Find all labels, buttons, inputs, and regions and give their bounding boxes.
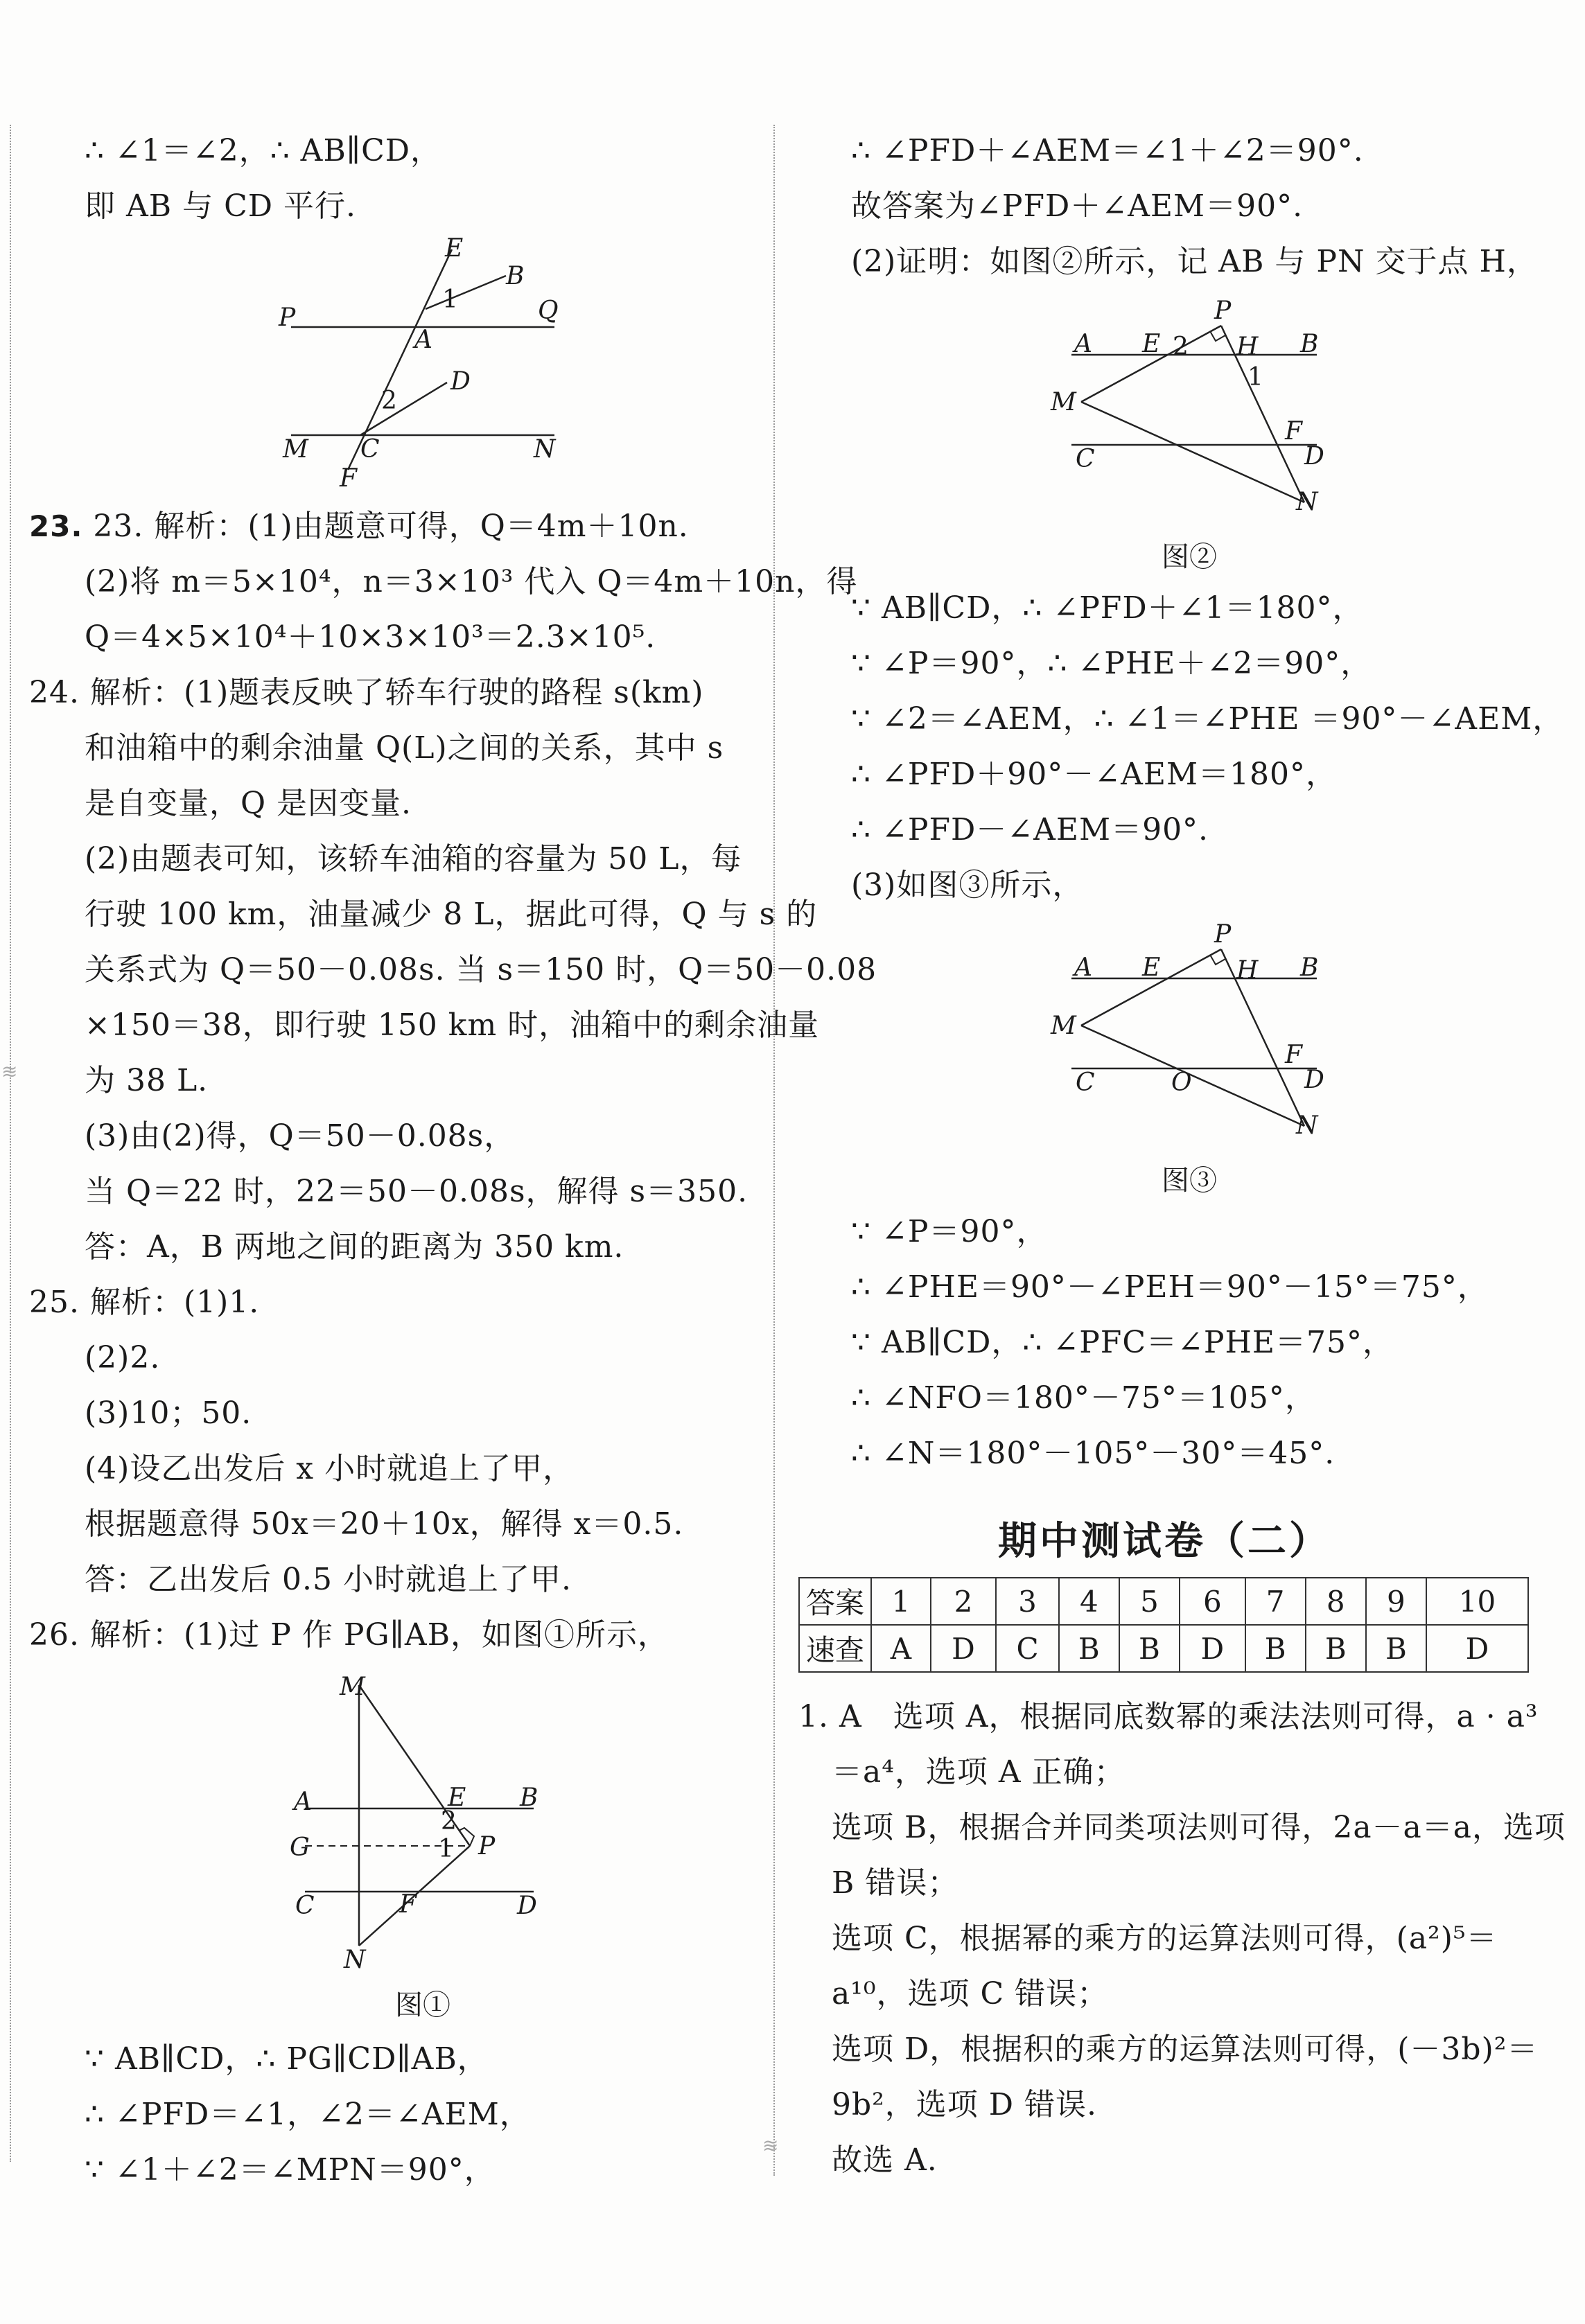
text-line: ∴ ∠N＝180°－105°－30°＝45°. [851,1436,1336,1471]
table-cell: B [1059,1625,1119,1672]
point-label: N [344,1946,366,1974]
table-cell: 1 [871,1578,931,1625]
section-title: 期中测试卷（二） [998,1519,1331,1564]
table-cell: A [871,1625,931,1672]
text-line: ＝a⁴，选项 A 正确； [832,1754,1126,1790]
table-cell: 3 [996,1578,1058,1625]
point-label: A [414,326,432,354]
text-line: ∴ ∠NFO＝180°－75°＝105°， [851,1380,1316,1416]
text-line: ∴ ∠PFD＋90°－∠AEM＝180°， [851,757,1338,792]
point-label: P [1214,920,1232,949]
point-label: F [1285,1041,1302,1069]
text-line: ∵ ∠2＝∠AEM，∴ ∠1＝∠PHE ＝90°－∠AEM， [851,701,1564,737]
text-line: 选项 D，根据积的乘方的运算法则可得，(－3b)²＝ [832,2032,1539,2067]
point-label: E [445,236,464,263]
point-label: Q [538,297,559,325]
text-line: 为 38 L. [85,1063,209,1098]
text-line: (2)将 m＝5×10⁴，n＝3×10³ 代入 Q＝4m＋10n，得 [85,564,858,599]
table-cell: B [1366,1625,1426,1672]
point-label: C [1076,1068,1095,1097]
binding-mark: ≋ [1,1060,18,1083]
text-line: (3)由(2)得，Q＝50－0.08s， [85,1118,516,1154]
table-cell: B [1119,1625,1180,1672]
angle-label: 1 [438,1835,454,1863]
text-line: ∵ ∠1＋∠2＝∠MPN＝90°， [85,2152,496,2187]
table-cell: 5 [1119,1578,1180,1625]
point-label: P [1214,297,1232,325]
point-label: M [1051,388,1076,416]
text-line: ∵ AB∥CD，∴ ∠PFD＋∠1＝180°， [851,590,1364,626]
point-label: E [1142,330,1161,358]
left-margin-line [10,125,11,2162]
text-line: (2)证明：如图②所示，记 AB 与 PN 交于点 H， [851,244,1538,279]
text-line: (2)由题表可知，该轿车油箱的容量为 50 L，每 [85,841,742,877]
text-line: 故答案为∠PFD＋∠AEM＝90°. [851,188,1304,224]
point-label: B [1300,953,1319,982]
point-label: M [340,1673,365,1701]
point-label: E [448,1784,466,1812]
text-line: ∴ ∠PFD－∠AEM＝90°. [851,812,1209,847]
table-cell: 9 [1366,1578,1426,1625]
geometry-figure-1 [277,1670,568,1975]
geometry-figure-3 [1040,915,1358,1150]
point-label: F [1285,417,1302,446]
text-line: ×150＝38，即行驶 150 km 时，油箱中的剩余油量 [85,1007,820,1043]
point-label: M [1051,1012,1076,1040]
table-cell: 2 [931,1578,997,1625]
text-line: 是自变量，Q 是因变量. [85,786,412,821]
geometry-figure-2 [1040,291,1358,527]
table-cell: 10 [1426,1578,1528,1625]
table-row-label: 答案 [799,1578,871,1625]
angle-label: 1 [1247,363,1263,391]
text-line: 23. 23. 解析：(1)由题意可得，Q＝4m＋10n. [29,509,689,544]
point-label: C [295,1892,315,1920]
text-line: ∵ ∠P＝90°， [851,1214,1048,1249]
point-label: C [360,435,380,464]
text-line: 答：A，B 两地之间的距离为 350 km. [85,1229,624,1265]
angle-label: 2 [1173,333,1189,361]
point-label: N [534,435,556,464]
point-label: B [520,1784,538,1812]
text-line: 行驶 100 km，油量减少 8 L，据此可得，Q 与 s 的 [85,897,818,932]
text-line: B 错误； [832,1865,959,1901]
point-label: P [478,1832,496,1860]
text-line: ∴ ∠PFD＋∠AEM＝∠1＋∠2＝90°. [851,133,1364,168]
table-cell: 7 [1245,1578,1306,1625]
text-line: 故选 A. [832,2142,938,2178]
text-line: 答：乙出发后 0.5 小时就追上了甲. [85,1562,572,1597]
angle-label: 2 [381,387,397,415]
point-label: A [1074,953,1092,982]
table-cell: 6 [1180,1578,1245,1625]
point-label: H [1236,956,1259,985]
text-line: (3)10；50. [85,1396,252,1431]
table-cell: D [1180,1625,1245,1672]
text-line: ∵ AB∥CD，∴ ∠PFC＝∠PHE＝75°， [851,1325,1394,1360]
table-cell: 8 [1306,1578,1366,1625]
point-label: C [1076,445,1095,473]
text-line: 即 AB 与 CD 平行. [85,188,356,224]
text-line: 25. 解析：(1)1. [29,1285,260,1320]
point-label: D [517,1892,537,1920]
text-line: Q＝4×5×10⁴＋10×3×10³＝2.3×10⁵. [85,619,656,655]
point-label: P [279,303,296,332]
table-cell: C [996,1625,1058,1672]
table-cell: D [931,1625,997,1672]
text-line: ∴ ∠PFD＝∠1，∠2＝∠AEM， [85,2097,531,2132]
text-line: 当 Q＝22 时，22＝50－0.08s，解得 s＝350. [85,1174,748,1209]
geometry-figure-parallel-lines [263,236,596,492]
point-label: N [1296,1111,1318,1140]
text-line: 1. A 选项 A，根据同底数幂的乘法法则可得，a · a³ [798,1699,1539,1734]
point-label: A [1074,330,1092,358]
table-cell: B [1306,1625,1366,1672]
point-label: D [1304,442,1324,470]
point-label: F [399,1890,417,1919]
point-label: A [294,1788,312,1816]
answer-table [798,1577,1529,1673]
angle-label: 1 [442,285,458,314]
figure-caption: 图③ [1162,1165,1217,1197]
binding-mark: ≋ [762,2134,779,2157]
point-label: G [290,1833,310,1862]
text-line: 和油箱中的剩余油量 Q(L)之间的关系，其中 s [85,730,724,766]
point-label: O [1171,1068,1192,1097]
center-divider-line [773,125,775,2176]
text-line: a¹⁰，选项 C 错误； [832,1976,1109,2012]
text-line: 24. 解析：(1)题表反映了轿车行驶的路程 s(km) [29,675,704,710]
point-label: D [1304,1066,1324,1094]
text-line: 选项 C，根据幂的乘方的运算法则可得，(a²)⁵＝ [832,1921,1498,1956]
table-row-label: 速查 [799,1625,871,1672]
table-cell: B [1245,1625,1306,1672]
text-line: ∵ ∠P＝90°，∴ ∠PHE＋∠2＝90°， [851,646,1372,681]
text-line: ∵ AB∥CD，∴ PG∥CD∥AB， [85,2041,489,2077]
point-label: D [450,367,471,396]
point-label: E [1142,953,1161,982]
text-line: ∴ ∠1＝∠2，∴ AB∥CD， [85,133,442,168]
table-row [799,1625,1528,1672]
point-label: N [1296,488,1318,516]
point-label: B [506,262,525,290]
text-line: 26. 解析：(1)过 P 作 PG∥AB，如图①所示， [29,1617,669,1653]
text-line: ∴ ∠PHE＝90°－∠PEH＝90°－15°＝75°， [851,1269,1489,1305]
point-label: H [1236,333,1259,361]
angle-label: 2 [441,1807,457,1836]
text-line: (4)设乙出发后 x 小时就追上了甲， [85,1451,575,1486]
text-line: 根据题意得 50x＝20＋10x，解得 x＝0.5. [85,1506,684,1542]
answer-text: 23. 解析：(1)由题意可得，Q＝4m＋10n. [93,509,689,544]
text-line: 9b²，选项 D 错误. [832,2087,1098,2122]
table-cell: D [1426,1625,1528,1672]
point-label: M [283,435,308,464]
text-line: (2)2. [85,1340,161,1375]
text-line: 选项 B，根据合并同类项法则可得，2a－a＝a，选项 [832,1810,1566,1845]
table-row [799,1578,1528,1625]
table-cell: 4 [1059,1578,1119,1625]
point-label: B [1300,330,1319,358]
figure-caption: 图② [1162,541,1217,573]
point-label: F [340,464,357,492]
text-line: 关系式为 Q＝50－0.08s. 当 s＝150 时，Q＝50－0.08 [85,952,877,987]
figure-caption: 图① [395,1989,450,2021]
text-line: (3)如图③所示， [851,868,1084,903]
